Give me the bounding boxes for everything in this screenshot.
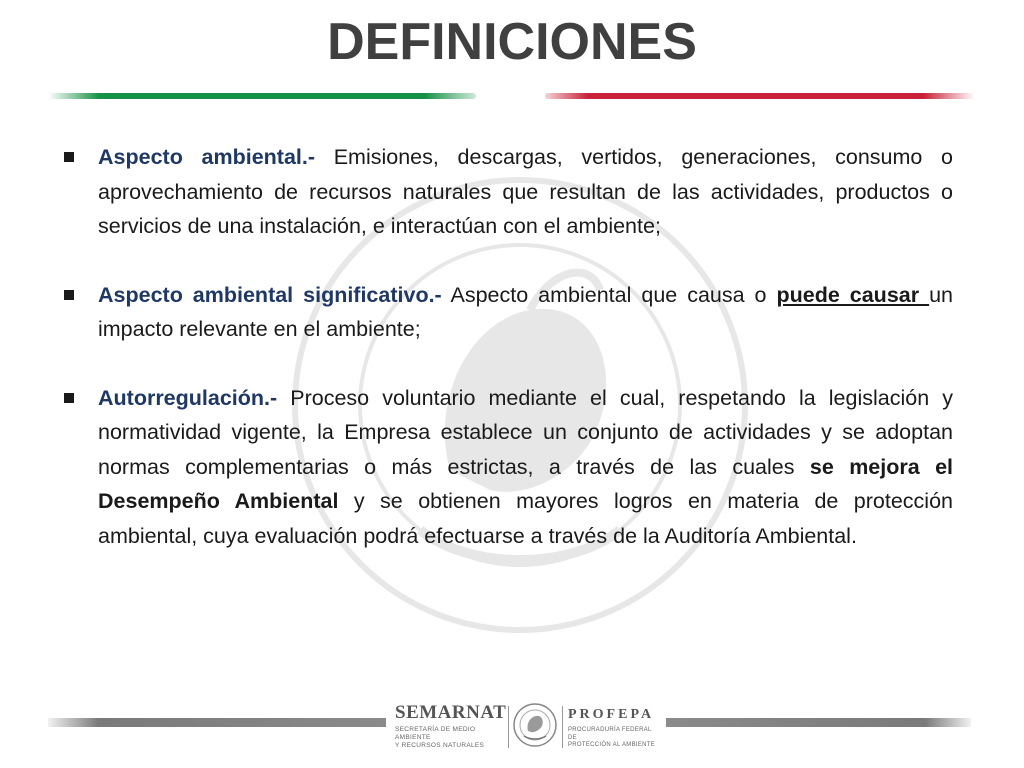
definition-body: Aspecto ambiental que causa o: [441, 282, 777, 307]
footer-divider: [562, 706, 563, 748]
title-rule-green: [48, 93, 476, 99]
definition-aspecto-ambiental: [60, 140, 953, 244]
bold-phrase: se mejora el Desempeño Ambiental: [98, 454, 954, 513]
definition-text: [98, 381, 953, 554]
profepa-logo: [568, 707, 660, 751]
footer-bar-right: [666, 718, 971, 727]
slide-title: DEFINICIONES: [327, 13, 697, 71]
definition-term: Autorregulación.-: [98, 385, 278, 410]
definition-body-end: y se obtienen mayores logros en materia de protección ambiental, cuya evaluación podrá efectuarse a través de la Auditoría Ambiental.: [98, 489, 953, 548]
profepa-subtitle: [568, 727, 660, 750]
semarnat-logo: [395, 702, 505, 752]
semarnat-subtitle: [395, 726, 505, 750]
square-bullet-icon: [64, 393, 74, 403]
square-bullet-icon: [64, 152, 74, 162]
semarnat-subtitle-line1: SECRETARÍA DE MEDIO AMBIENTE: [395, 726, 476, 741]
definition-body: Emisiones, descargas, vertidos, generaciones, consumo o aprovechamiento de recursos naturales que resultan de las actividades, productos o servicios de una instalación, e interactúan con el ambiente;: [98, 145, 953, 238]
definition-text: [98, 140, 953, 244]
profepa-name: PROFEPA: [568, 707, 655, 722]
definition-text: [98, 278, 953, 347]
definition-term: Aspecto ambiental.-: [98, 145, 316, 169]
footer-bar-left: [48, 718, 386, 727]
definition-autorregulacion: [60, 381, 953, 554]
definition-term: Aspecto ambiental significativo.-: [98, 282, 442, 307]
profepa-subtitle-line1: PROCURADURÍA FEDERAL DE: [568, 727, 652, 741]
footer-divider: [508, 706, 509, 748]
title-rule-red: [545, 93, 975, 99]
square-bullet-icon: [64, 290, 74, 300]
definition-body: Proceso voluntario mediante el cual, respetando la legislación y normatividad vigente, la Empresa establece un conjunto de actividades y se adoptan normas complementarias o más estrictas, a través de las cuales: [98, 385, 953, 479]
semarnat-subtitle-line2: Y RECURSOS NATURALES: [395, 742, 485, 749]
mexico-seal-icon: [512, 700, 558, 750]
definition-aspecto-significativo: [60, 278, 953, 347]
definition-body-end: un impacto relevante en el ambiente;: [98, 282, 953, 341]
definitions-list: [60, 140, 953, 587]
profepa-subtitle-line2: PROTECCIÓN AL AMBIENTE: [568, 742, 656, 748]
underlined-phrase: puede causar: [776, 282, 930, 307]
semarnat-name: SEMARNAT: [395, 702, 507, 723]
